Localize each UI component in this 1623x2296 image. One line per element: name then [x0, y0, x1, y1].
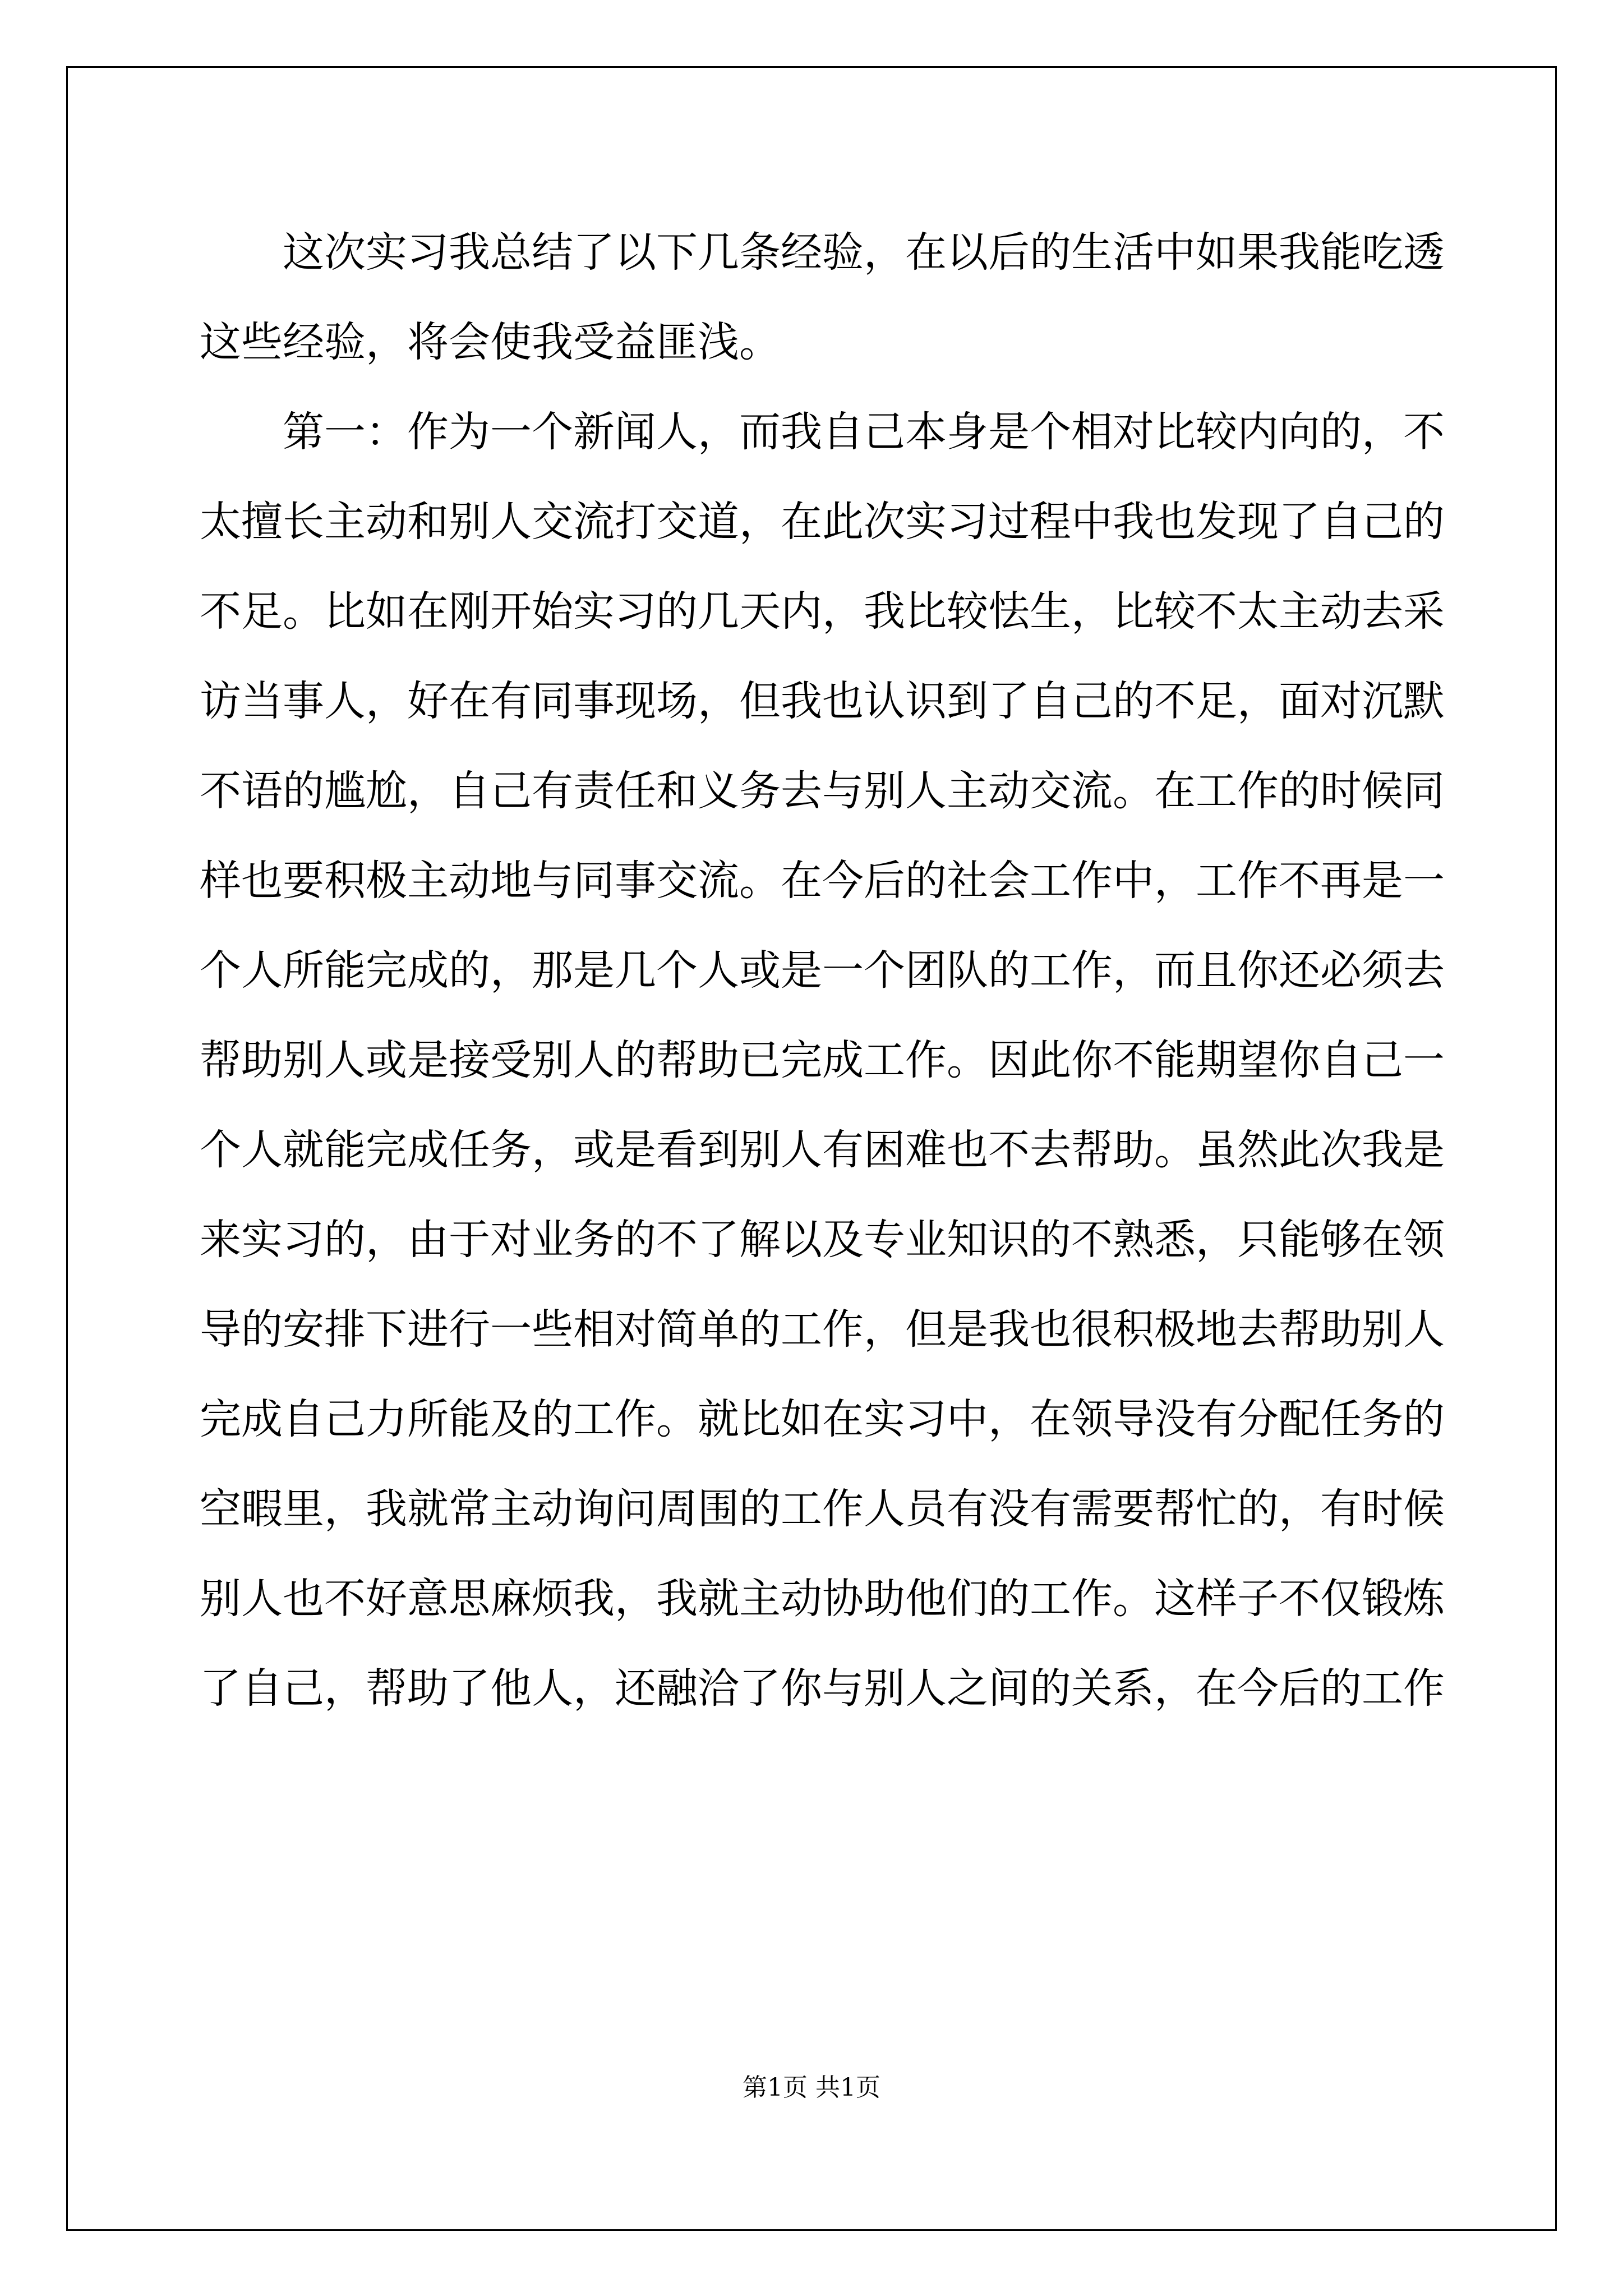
text-line: 别人也不好意思麻烦我，我就主动协助他们的工作。这样子不仅锻炼: [200, 1575, 1445, 1623]
text-line: 帮助别人或是接受别人的帮助已完成工作。因此你不能期望你自己一: [200, 1036, 1445, 1084]
text-line: 样也要积极主动地与同事交流。在今后的社会工作中，工作不再是一: [200, 857, 1445, 905]
text-line: 了自己，帮助了他人，还融洽了你与别人之间的关系，在今后的工作: [200, 1664, 1445, 1713]
text-line: 空暇里，我就常主动询问周围的工作人员有没有需要帮忙的，有时候: [200, 1485, 1445, 1533]
text-line: 第一：作为一个新闻人，而我自己本身是个相对比较内向的，不: [283, 408, 1445, 456]
text-line: 个人所能完成的，那是几个人或是一个团队的工作，而且你还必须去: [200, 946, 1445, 995]
text-line: 完成自己力所能及的工作。就比如在实习中，在领导没有分配任务的: [200, 1395, 1445, 1443]
text-line: 不足。比如在刚开始实习的几天内，我比较怯生，比较不太主动去采: [200, 587, 1445, 636]
text-line: 这次实习我总结了以下几条经验，在以后的生活中如果我能吃透: [283, 228, 1445, 277]
text-line: 访当事人，好在有同事现场，但我也认识到了自己的不足，面对沉默: [200, 677, 1445, 725]
text-line: 来实习的，由于对业务的不了解以及专业知识的不熟悉，只能够在领: [200, 1216, 1445, 1264]
text-line: 太擅长主动和别人交流打交道，在此次实习过程中我也发现了自己的: [200, 498, 1445, 546]
text-line: 不语的尴尬，自己有责任和义务去与别人主动交流。在工作的时候同: [200, 767, 1445, 815]
document-body: [200, 219, 1445, 1745]
text-line: 个人就能完成任务，或是看到别人有困难也不去帮助。虽然此次我是: [200, 1126, 1445, 1174]
text-line: 这些经验，将会使我受益匪浅。: [200, 318, 781, 366]
text-line: 导的安排下进行一些相对简单的工作，但是我也很积极地去帮助别人: [200, 1305, 1445, 1354]
page-number-footer: 第1页 共1页: [743, 2073, 880, 2102]
